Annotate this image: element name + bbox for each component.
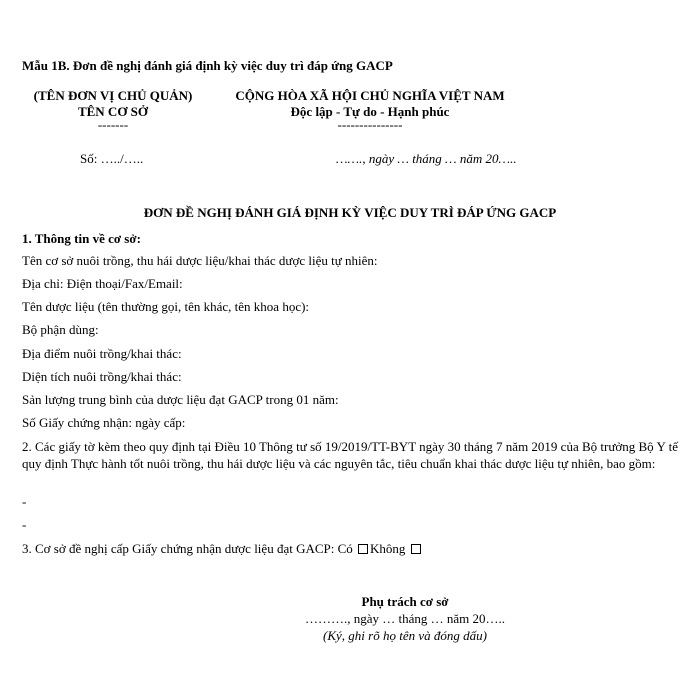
section1-heading: 1. Thông tin về cơ sở:	[22, 231, 141, 246]
field-certificate: Số Giấy chứng nhận: ngày cấp:	[22, 415, 186, 430]
right-divider: ---------------	[337, 117, 403, 132]
field-facility-name: Tên cơ sở nuôi trồng, thu hái dược liệu/khai thác dược liệu tự nhiên:	[22, 253, 378, 268]
field-address-contact: Địa chỉ: Điện thoại/Fax/Email:	[22, 276, 183, 291]
main-title: ĐƠN ĐỀ NGHỊ ĐÁNH GIÁ ĐỊNH KỲ VIỆC DUY TRÌ ĐÁP ỨNG GACP	[143, 205, 557, 220]
attachment-bullet: -	[22, 517, 27, 532]
facility-name: TÊN CƠ SỞ	[77, 104, 149, 119]
field-area: Diện tích nuôi trồng/khai thác:	[22, 369, 182, 384]
attachment-bullet: -	[22, 494, 27, 509]
place-date: ……., ngày … tháng … năm 20…..	[336, 151, 517, 166]
option-no-label: Không	[370, 541, 406, 556]
field-part-used: Bộ phận dùng:	[22, 322, 99, 337]
national-motto: Độc lập - Tự do - Hạnh phúc	[290, 104, 450, 119]
section3-text: 3. Cơ sở đề nghị cấp Giấy chứng nhận dược liệu đạt GACP: Có	[22, 541, 353, 556]
checkbox-no[interactable]	[411, 544, 421, 554]
signature-note: (Ký, ghi rõ họ tên và đóng dấu)	[323, 628, 487, 643]
section2-text: 2. Các giấy tờ kèm theo quy định tại Điều 10 Thông tư số 19/2019/TT-BYT ngày 30 tháng 7 năm 2019 của Bộ trưởng Bộ Y tế quy định Thực hành tốt nuôi trồng, thu hái dược liệu và các nguyên tắc, tiêu chuẩn khai thác dược liệu tự nhiên, bao gồm:	[22, 439, 678, 471]
left-divider: -------	[97, 117, 129, 132]
national-title: CỘNG HÒA XÃ HỘI CHỦ NGHĨA VIỆT NAM	[235, 88, 505, 103]
signature-date: ………., ngày … tháng … năm 20…..	[304, 611, 506, 626]
field-yield: Sản lượng trung bình của dược liệu đạt GACP trong 01 năm:	[22, 392, 339, 407]
form-title: Mẫu 1B. Đơn đề nghị đánh giá định kỳ việc duy trì đáp ứng GACP	[22, 58, 393, 73]
section3-line	[22, 541, 423, 557]
field-herb-name: Tên dược liệu (tên thường gọi, tên khác, tên khoa học):	[22, 299, 310, 314]
document-number: Số: …../…..	[80, 151, 144, 166]
signature-title: Phụ trách cơ sở	[361, 594, 449, 609]
checkbox-yes[interactable]	[358, 544, 368, 554]
field-location: Địa điểm nuôi trồng/khai thác:	[22, 346, 182, 361]
organization-name: (TÊN ĐƠN VỊ CHỦ QUẢN)	[33, 88, 193, 103]
